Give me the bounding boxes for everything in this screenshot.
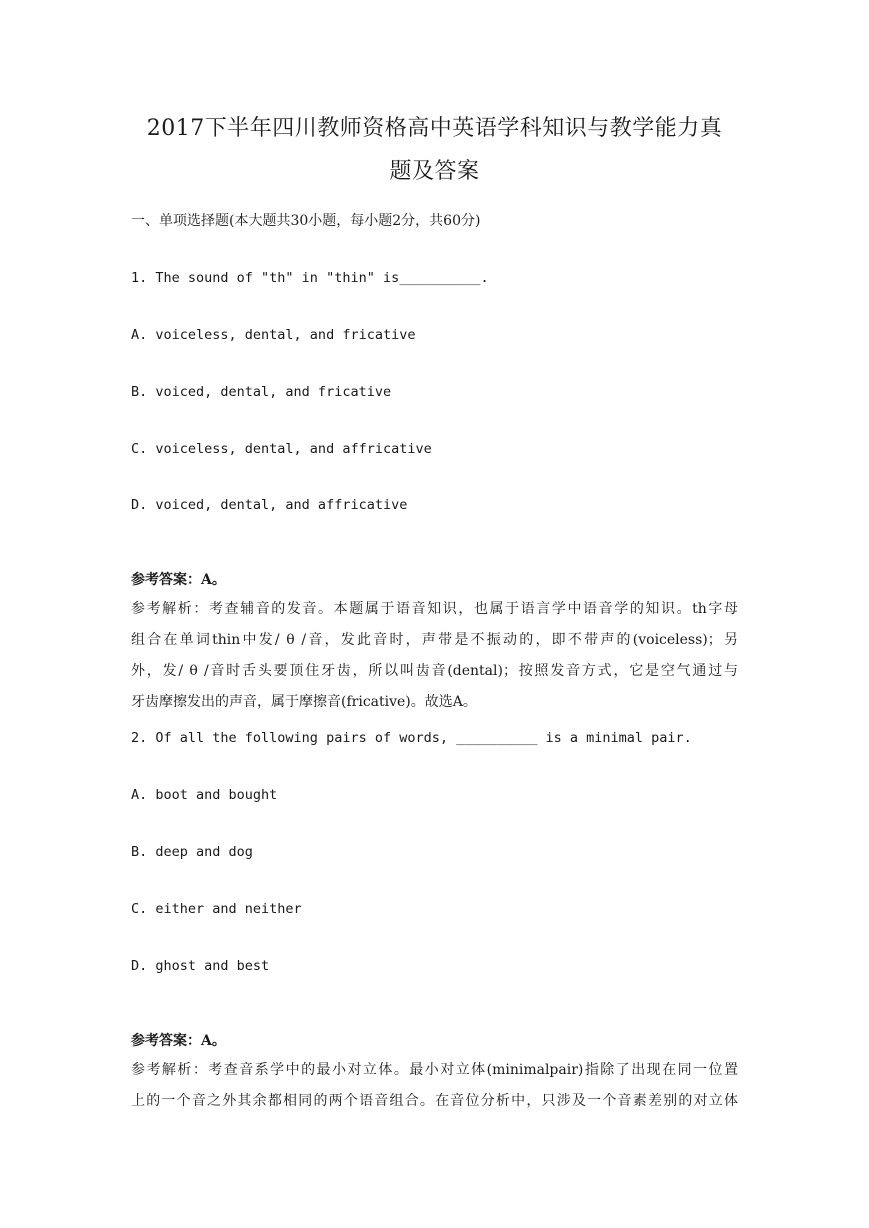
question-1-option-c: C. voiceless, dental, and affricative (131, 441, 432, 457)
question-1-analysis-line-1: 参考解析：考查辅音的发音。本题属于语音知识，也属于语言学中语音学的知识。th字母 (131, 601, 738, 617)
section-heading: 一、单项选择题(本大题共30小题，每小题2分，共60分) (131, 213, 481, 229)
question-1-option-d: D. voiced, dental, and affricative (131, 497, 408, 513)
question-1-option-b: B. voiced, dental, and fricative (131, 384, 392, 400)
question-1-analysis-line-4: 牙齿摩擦发出的声音，属于摩擦音(fricative)。故选A。 (131, 694, 477, 710)
question-2-stem: 2. Of all the following pairs of words, __________ is a minimal pair. (131, 730, 692, 746)
question-1-answer: 参考答案：A。 (131, 572, 226, 588)
question-2-analysis-line-1: 参考解析：考查音系学中的最小对立体。最小对立体(minimalpair)指除了出现在同一位置 (131, 1062, 738, 1078)
question-1-analysis-line-2: 组合在单词thin中发/ θ /音，发此音时，声带是不振动的，即不带声的(voiceless)；另 (131, 632, 738, 648)
question-1-stem: 1. The sound of "th" in "thin" is__________. (131, 270, 489, 286)
question-2-option-c: C. either and neither (131, 901, 302, 917)
question-2-answer: 参考答案：A。 (131, 1033, 226, 1049)
document-title-line-1: 2017下半年四川教师资格高中英语学科知识与教学能力真 (146, 116, 723, 141)
question-2-option-a: A. boot and bought (131, 787, 278, 803)
question-1-analysis-line-3: 外，发/ θ /音时舌头要顶住牙齿，所以叫齿音(dental)；按照发音方式，它是空气通过与 (131, 663, 738, 679)
question-2-option-b: B. deep and dog (131, 844, 253, 860)
document-title-line-2: 题及答案 (389, 159, 480, 184)
question-2-option-d: D. ghost and best (131, 958, 270, 974)
question-2-analysis-line-2: 上的一个音之外其余都相同的两个语音组合。在音位分析中，只涉及一个音素差别的对立体 (131, 1093, 738, 1109)
question-1-option-a: A. voiceless, dental, and fricative (131, 327, 416, 343)
